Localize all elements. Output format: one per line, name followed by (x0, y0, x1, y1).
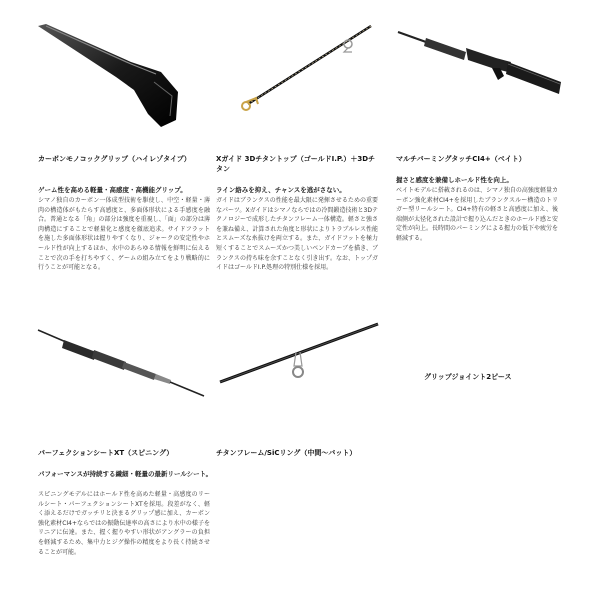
sic-guide-image (216, 322, 381, 432)
feature-lead: ゲーム性を高める軽量・高感度・高機能グリップ。 (38, 186, 187, 194)
feature-title: マルチバーミングタッチCI4+（ベイト） (396, 155, 526, 163)
feature-body: ベイトモデルに搭載されるのは、シマノ独自の高強度軽量カーボン強化素材CI4+を採用したブランクスルー構造のトリガー型リールシート。CI4+特有の軽さと高感度に加え、後端側が太径化された設計で握り込んだときのホールド感と安定性が向上。長時間のパーミングによる握力の低下や疲労を軽減する。 (396, 187, 558, 242)
feature-lead: 握さと感度を兼備しホールド性を向上。 (396, 176, 513, 184)
guide-image (216, 22, 376, 132)
feature-title: Xガイド 3Dチタントップ（ゴールドI.P.）＋3Dチタン (216, 155, 376, 173)
feature-lead: ライン絡みを抑え、チャンスを逃がさない。 (216, 186, 346, 194)
feature-title: チタンフレーム/SiCリング（中間〜バット） (216, 449, 357, 457)
grip-image (36, 22, 186, 132)
feature-lead: パフォーマンスが持続する繊細・軽量の最新リールシート。 (38, 470, 213, 478)
reel-seat-image (396, 22, 566, 132)
feature-body: スピニングモデルにはホールド性を高めた軽量・高感度のリールシート・パーフェクションシートXTを採用。段差がなく、軽く添えるだけでガッチリと決まるグリップ感に加え、カーボン強化素材CI4+ならではの振動伝達率の高さにより水中の様子をリニアに伝達。また、握く握りやすい形状がアングラーの負担を軽減するため、集中力とジグ操作の精度をより長く持続させることが可能。 (38, 491, 210, 556)
feature-title: カーボンモノコックグリップ（ハイレゾタイプ） (38, 155, 191, 163)
feature-body: シマノ独自のカーボン一体成型技術を駆使し、中空・軽量・薄肉の構造体がもたらす高感度と、多面体形状による手感度を融合。普通となる「角」の部分は強度を重視し、「面」の部分は薄肉構造にすることで軽量化と感度を徹底追求。サイドフラットを施した多面体形状は握りやすくなり、ジャークの安定性やホールド性が向上するほか、水中のあらゆる情報を鮮明に伝えることで次の手を打ちやすく、ゲームの組み立てをより戦略的に行うことが可能となる。 (38, 197, 210, 272)
feature-title: グリップジョイント2ピース (424, 373, 512, 381)
feature-title: パーフェクションシートXT（スピニング） (38, 449, 174, 457)
spinning-seat-image (36, 322, 206, 432)
feature-body: ガイドはブランクスの性能を最大限に発揮させるための重要なパーツ。Xガイドはシマノならではの冷間鍛造技術と3Dテクノロジーで成形したチタンフレーム一体構造。軽さと強さを兼ね備え、計算された角度と形状によりトラブルレス性能とスムーズな糸抜けを両立する。また、ガイドフットを極力短くすることでスムーズかつ美しいベンドカーブを描き、ブランクスの持ち味を余すことなく引き出す。なお、トップガイドはゴールドI.P.処理の特別仕様を採用。 (216, 197, 378, 272)
